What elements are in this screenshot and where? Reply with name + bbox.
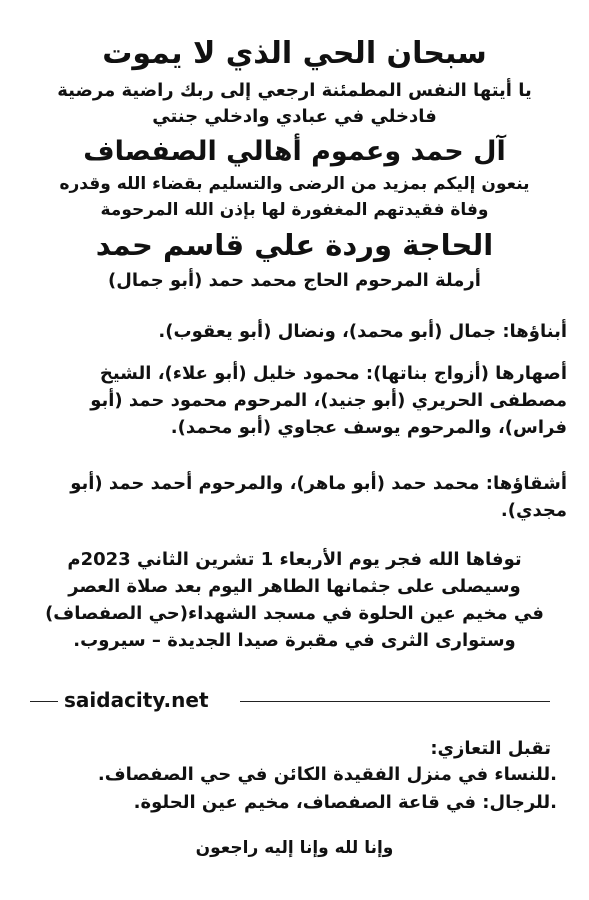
deceased-description: أرملة المرحوم الحاج محمد حمد (أبو جمال) (108, 270, 481, 291)
death-date-line: توفاها الله فجر يوم الأربعاء 1 تشرين الثاني 2023م (67, 549, 522, 570)
prayer-line: وسيصلى على جثمانها الطاهر اليوم بعد صلاة العصر (68, 576, 521, 597)
burial-line: وستوارى الثرى في مقبرة صيدا الجديدة – سيروب. (73, 630, 516, 651)
divider-right (240, 701, 550, 702)
funeral-details (8, 546, 581, 654)
announcement-line-1: ينعون إليكم بمزيد من الرضى والتسليم بقضاء الله وقدره (59, 174, 530, 194)
divider-left (30, 701, 58, 702)
inlaws-paragraph: أصهارها (أزواج بناتها): محمود خليل (أبو علاء)، الشيخ مصطفى الحريري (أبو جنيد)، المرحوم محمود حمد (أبو فراس)، والمرحوم يوسف عجاوي (أبو محمد). (90, 363, 567, 438)
prayer-location-line: في مخيم عين الحلوة في مسجد الشهداء(حي الصفصاف) (45, 603, 544, 624)
family-name: آل حمد وعموم أهالي الصفصاف (83, 136, 506, 167)
closing-verse: وإنا لله وإنا إليه راجعون (195, 838, 394, 858)
announcement-line-2: وفاة فقيدتهم المغفورة لها بإذن الله المرحومة (100, 200, 489, 220)
quran-verse-line-1: يا أيتها النفس المطمئنة ارجعي إلى ربك راضية مرضية (57, 80, 532, 101)
quran-verse-line-2: فادخلي في عبادي وادخلي جنتي (152, 106, 437, 127)
sons-paragraph: أبناؤها: جمال (أبو محمد)، ونضال (أبو يعقوب). (158, 321, 567, 342)
condolences-women: .للنساء في منزل الفقيدة الكائن في حي الصفصاف. (97, 764, 557, 785)
condolences-men: .للرجال: في قاعة الصفصاف، مخيم عين الحلوة. (133, 792, 557, 813)
watermark-row (30, 688, 550, 714)
notice-title: سبحان الحي الذي لا يموت (102, 36, 487, 71)
site-watermark: saidacity.net (64, 688, 209, 712)
condolences-title: تقبل التعازي: (430, 738, 551, 759)
siblings-paragraph: أشقاؤها: محمد حمد (أبو ماهر)، والمرحوم أحمد حمد (أبو مجدي). (70, 473, 567, 521)
deceased-name: الحاجة وردة علي قاسم حمد (95, 228, 494, 262)
